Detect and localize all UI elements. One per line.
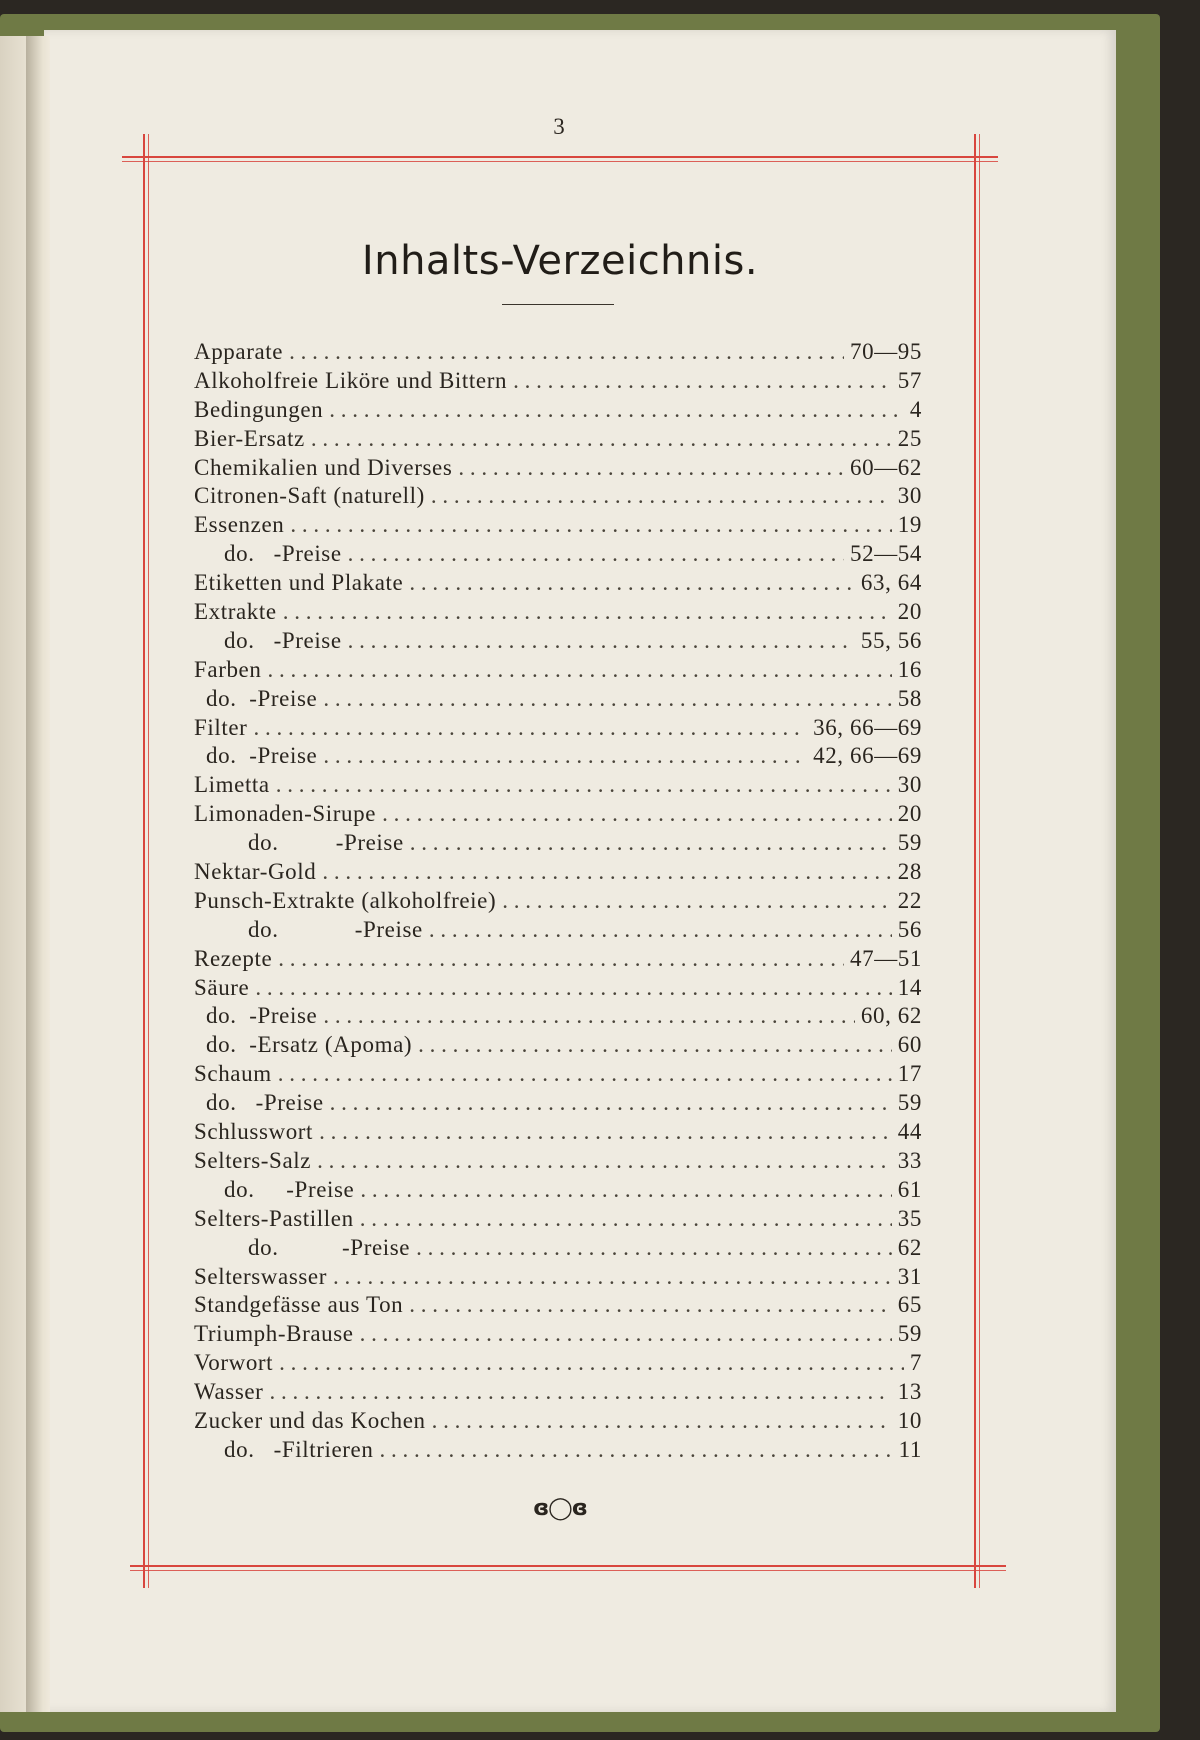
dot-leader bbox=[278, 1060, 892, 1089]
toc-entry-label: Rezepte bbox=[194, 945, 273, 971]
toc-entry-label: Filter bbox=[194, 714, 248, 740]
page-gutter bbox=[26, 36, 50, 1712]
toc-entry-label: do. -Preise bbox=[224, 541, 342, 567]
table-of-contents bbox=[194, 338, 922, 1465]
dot-leader bbox=[323, 685, 891, 714]
frame-rule-left bbox=[143, 134, 145, 1588]
toc-entry bbox=[194, 627, 922, 656]
frame-rule-top bbox=[122, 156, 998, 158]
frame-rule-bottom-inner bbox=[130, 1570, 1006, 1571]
toc-entry-label: Apparate bbox=[194, 339, 284, 364]
toc-entry bbox=[194, 742, 922, 771]
toc-entry bbox=[194, 1060, 922, 1089]
toc-entry-label: do. -Preise bbox=[224, 1176, 355, 1202]
toc-entry-label: Selters-Salz bbox=[194, 1147, 312, 1173]
toc-entry-label: Essenzen bbox=[194, 512, 285, 538]
dot-leader bbox=[360, 1205, 892, 1234]
dot-leader bbox=[431, 482, 892, 511]
toc-entry-label: do. -Ersatz (Apoma) bbox=[206, 1032, 413, 1058]
toc-entry-label: Standgefässe aus Ton bbox=[194, 1292, 404, 1318]
dot-leader bbox=[329, 396, 904, 425]
toc-entry-label: do. -Preise bbox=[224, 627, 342, 653]
toc-entry-label: do. -Preise bbox=[248, 830, 404, 856]
dot-leader bbox=[317, 1147, 892, 1176]
toc-entry-pages: 55, 56 bbox=[860, 627, 922, 653]
toc-entry-pages: 61 bbox=[897, 1176, 922, 1202]
dot-leader bbox=[278, 945, 844, 974]
dot-leader bbox=[416, 1234, 892, 1263]
toc-entry bbox=[194, 1291, 922, 1320]
toc-entry-label: Zucker und das Kochen bbox=[194, 1407, 426, 1433]
toc-entry-pages: 42, 66—69 bbox=[813, 743, 922, 769]
title-divider bbox=[502, 304, 614, 305]
toc-entry bbox=[194, 1176, 922, 1205]
toc-entry-label: Schaum bbox=[194, 1061, 272, 1087]
toc-entry bbox=[194, 367, 922, 396]
toc-entry-pages: 30 bbox=[897, 483, 922, 509]
toc-entry-label: do. -Preise bbox=[248, 1234, 411, 1260]
toc-entry bbox=[194, 396, 922, 425]
toc-entry bbox=[194, 858, 922, 887]
dot-leader bbox=[432, 1407, 892, 1436]
toc-entry bbox=[194, 656, 922, 685]
toc-entry bbox=[194, 1089, 922, 1118]
toc-entry-label: Säure bbox=[194, 974, 250, 1000]
dot-leader bbox=[410, 829, 892, 858]
toc-entry bbox=[194, 1002, 922, 1031]
toc-entry-pages: 28 bbox=[897, 859, 922, 885]
toc-entry-label: Citronen-Saft (naturell) bbox=[194, 483, 425, 509]
toc-entry bbox=[194, 1118, 922, 1147]
toc-entry bbox=[194, 771, 922, 800]
dot-leader bbox=[283, 598, 892, 627]
toc-entry-pages: 4 bbox=[909, 396, 922, 422]
toc-entry bbox=[194, 482, 922, 511]
toc-entry-label: do. -Preise bbox=[206, 685, 318, 711]
toc-entry-pages: 20 bbox=[897, 801, 922, 827]
toc-entry-pages: 59 bbox=[897, 1321, 922, 1347]
toc-entry-label: Chemikalien und Diverses bbox=[194, 454, 453, 480]
dot-leader bbox=[319, 1118, 892, 1147]
dot-leader bbox=[429, 916, 892, 945]
toc-entry-pages: 25 bbox=[897, 425, 922, 451]
toc-entry-label: Schlusswort bbox=[194, 1119, 314, 1145]
dot-leader bbox=[502, 887, 892, 916]
dot-leader bbox=[279, 1349, 904, 1378]
toc-entry-label: do. -Filtrieren bbox=[224, 1436, 374, 1462]
page-number: 3 bbox=[553, 114, 565, 139]
toc-entry-label: Limetta bbox=[194, 772, 270, 798]
toc-entry-label: Wasser bbox=[194, 1379, 264, 1405]
toc-entry-label: Selters-Pastillen bbox=[194, 1205, 354, 1231]
toc-entry-label: do. -Preise bbox=[206, 1090, 324, 1116]
toc-entry-label: do. -Preise bbox=[206, 1003, 318, 1029]
toc-entry-pages: 22 bbox=[897, 887, 922, 913]
toc-entry bbox=[194, 511, 922, 540]
dot-leader bbox=[360, 1320, 892, 1349]
toc-entry-pages: 13 bbox=[897, 1379, 922, 1405]
toc-entry bbox=[194, 425, 922, 454]
frame-rule-top-inner bbox=[122, 161, 998, 162]
dot-leader bbox=[513, 367, 892, 396]
dot-leader bbox=[348, 540, 844, 569]
toc-entry bbox=[194, 800, 922, 829]
toc-entry-label: Triumph-Brause bbox=[194, 1321, 354, 1347]
toc-entry bbox=[194, 916, 922, 945]
toc-entry-label: Etiketten und Plakate bbox=[194, 570, 404, 596]
toc-entry-pages: 57 bbox=[897, 367, 922, 393]
ornament-mark: ɞ◯ɞ bbox=[533, 1496, 587, 1521]
dot-leader bbox=[290, 511, 891, 540]
dot-leader bbox=[330, 1089, 892, 1118]
dot-leader bbox=[267, 656, 891, 685]
toc-entry bbox=[194, 1320, 922, 1349]
toc-entry bbox=[194, 1407, 922, 1436]
toc-entry bbox=[194, 569, 922, 598]
toc-entry-pages: 20 bbox=[897, 599, 922, 625]
toc-entry-pages: 44 bbox=[897, 1119, 922, 1145]
toc-entry-pages: 36, 66—69 bbox=[813, 714, 922, 740]
toc-entry bbox=[194, 1205, 922, 1234]
dot-leader bbox=[418, 1031, 892, 1060]
dot-leader bbox=[255, 974, 891, 1003]
toc-entry bbox=[194, 1031, 922, 1060]
toc-entry-pages: 47—51 bbox=[850, 945, 922, 971]
frame-rule-bottom bbox=[130, 1565, 1006, 1567]
toc-entry-pages: 59 bbox=[897, 830, 922, 856]
toc-entry-pages: 60 bbox=[897, 1032, 922, 1058]
dot-leader bbox=[323, 742, 807, 771]
dot-leader bbox=[382, 800, 892, 829]
toc-entry-pages: 63, 64 bbox=[860, 570, 922, 596]
dot-leader bbox=[458, 454, 844, 483]
toc-entry-label: Nektar-Gold bbox=[194, 859, 317, 885]
toc-entry bbox=[194, 714, 922, 743]
toc-entry-pages: 56 bbox=[897, 916, 922, 942]
toc-entry-pages: 14 bbox=[897, 974, 922, 1000]
toc-entry bbox=[194, 1234, 922, 1263]
toc-entry bbox=[194, 1378, 922, 1407]
toc-entry-pages: 52—54 bbox=[850, 541, 922, 567]
toc-entry-pages: 58 bbox=[897, 685, 922, 711]
toc-entry-label: do. -Preise bbox=[248, 916, 423, 942]
toc-entry-pages: 60—62 bbox=[850, 454, 922, 480]
dot-leader bbox=[348, 627, 855, 656]
dot-leader bbox=[333, 1263, 892, 1292]
toc-entry-pages: 19 bbox=[897, 512, 922, 538]
dot-leader bbox=[323, 1002, 855, 1031]
toc-entry bbox=[194, 1263, 922, 1292]
dot-leader bbox=[289, 338, 844, 367]
toc-entry-label: Limonaden-Sirupe bbox=[194, 801, 377, 827]
toc-entry-pages: 35 bbox=[897, 1205, 922, 1231]
toc-entry-label: Bedingungen bbox=[194, 396, 324, 422]
toc-entry-pages: 59 bbox=[897, 1090, 922, 1116]
page-title: Inhalts-Verzeichnis. bbox=[361, 238, 759, 284]
toc-entry-label: Selterswasser bbox=[194, 1263, 327, 1289]
toc-entry-pages: 30 bbox=[897, 772, 922, 798]
toc-entry-pages: 70—95 bbox=[850, 339, 922, 364]
toc-entry-pages: 11 bbox=[898, 1436, 922, 1462]
dot-leader bbox=[379, 1436, 892, 1465]
toc-entry bbox=[194, 887, 922, 916]
toc-entry-label: Extrakte bbox=[194, 599, 277, 625]
toc-entry bbox=[194, 338, 922, 367]
toc-entry bbox=[194, 945, 922, 974]
toc-entry-label: Alkoholfreie Liköre und Bittern bbox=[194, 367, 508, 393]
toc-entry-pages: 65 bbox=[897, 1292, 922, 1318]
toc-entry-pages: 17 bbox=[897, 1061, 922, 1087]
dot-leader bbox=[269, 1378, 891, 1407]
toc-entry-pages: 62 bbox=[897, 1234, 922, 1260]
toc-entry bbox=[194, 1436, 922, 1465]
toc-entry-label: Bier-Ersatz bbox=[194, 425, 305, 451]
toc-entry-pages: 31 bbox=[897, 1263, 922, 1289]
toc-entry bbox=[194, 598, 922, 627]
toc-entry-label: Punsch-Extrakte (alkoholfreie) bbox=[194, 887, 497, 913]
dot-leader bbox=[253, 714, 807, 743]
toc-entry-label: Vorwort bbox=[194, 1350, 274, 1376]
dot-leader bbox=[409, 1291, 892, 1320]
toc-entry bbox=[194, 540, 922, 569]
toc-entry-label: do. -Preise bbox=[206, 743, 318, 769]
toc-entry-label: Farben bbox=[194, 656, 262, 682]
toc-entry bbox=[194, 974, 922, 1003]
dot-leader bbox=[360, 1176, 891, 1205]
dot-leader bbox=[311, 425, 892, 454]
toc-entry bbox=[194, 685, 922, 714]
dot-leader bbox=[409, 569, 855, 598]
toc-entry-pages: 60, 62 bbox=[860, 1003, 922, 1029]
toc-entry-pages: 10 bbox=[897, 1407, 922, 1433]
toc-entry-pages: 33 bbox=[897, 1147, 922, 1173]
toc-entry bbox=[194, 454, 922, 483]
toc-entry-pages: 7 bbox=[909, 1350, 922, 1376]
dot-leader bbox=[322, 858, 891, 887]
toc-entry bbox=[194, 829, 922, 858]
frame-rule-right-inner bbox=[979, 134, 980, 1588]
frame-rule-left-inner bbox=[148, 134, 149, 1588]
toc-entry bbox=[194, 1349, 922, 1378]
toc-entry-pages: 16 bbox=[897, 656, 922, 682]
toc-entry bbox=[194, 1147, 922, 1176]
dot-leader bbox=[276, 771, 892, 800]
frame-rule-right bbox=[974, 134, 976, 1588]
